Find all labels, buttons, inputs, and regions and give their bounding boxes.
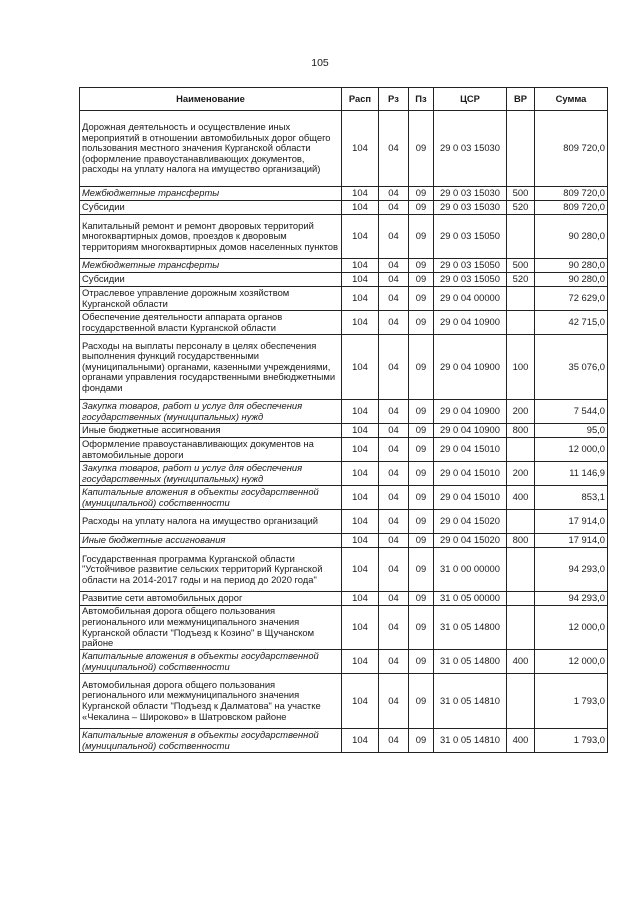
cell-name: Отраслевое управление дорожным хозяйством Курганской области (80, 287, 342, 311)
cell-name: Капитальный ремонт и ремонт дворовых территорий многоквартирных домов, проездов к дворовым территориям многоквартирных домов населенных пунктов (80, 215, 342, 259)
table-body (80, 111, 608, 753)
cell-vr: 520 (507, 201, 535, 215)
cell-rasp: 104 (342, 486, 379, 510)
cell-name: Субсидии (80, 201, 342, 215)
cell-name: Капитальные вложения в объекты государственной (муниципальной) собственности (80, 729, 342, 753)
cell-sum: 7 544,0 (535, 400, 608, 424)
table-row (80, 486, 608, 510)
cell-rz: 04 (379, 462, 409, 486)
cell-sum: 12 000,0 (535, 606, 608, 650)
cell-rasp: 104 (342, 111, 379, 187)
cell-csr: 29 0 04 15010 (434, 438, 507, 462)
cell-pz: 09 (409, 287, 434, 311)
cell-rz: 04 (379, 729, 409, 753)
cell-sum: 853,1 (535, 486, 608, 510)
cell-vr: 400 (507, 729, 535, 753)
cell-name: Автомобильная дорога общего пользования регионального или межмуниципального значения Курганской области "Подъезд к Далматова" на участке «Чекалина – Широково» в Шатровском районе (80, 674, 342, 729)
cell-vr: 200 (507, 462, 535, 486)
cell-sum: 90 280,0 (535, 215, 608, 259)
cell-rasp: 104 (342, 650, 379, 674)
table-row (80, 335, 608, 400)
cell-csr: 31 0 05 00000 (434, 592, 507, 606)
cell-rz: 04 (379, 335, 409, 400)
cell-rasp: 104 (342, 674, 379, 729)
table-row (80, 729, 608, 753)
cell-csr: 31 0 05 14800 (434, 606, 507, 650)
table-row (80, 534, 608, 548)
cell-csr: 29 0 04 15010 (434, 486, 507, 510)
cell-rasp: 104 (342, 534, 379, 548)
cell-rasp: 104 (342, 462, 379, 486)
cell-vr (507, 287, 535, 311)
budget-table (79, 87, 608, 753)
cell-name: Субсидии (80, 273, 342, 287)
cell-sum: 1 793,0 (535, 729, 608, 753)
cell-csr: 31 0 05 14800 (434, 650, 507, 674)
table-row (80, 462, 608, 486)
cell-csr: 29 0 04 15010 (434, 462, 507, 486)
cell-rz: 04 (379, 534, 409, 548)
cell-rasp: 104 (342, 201, 379, 215)
cell-name: Расходы на уплату налога на имущество организаций (80, 510, 342, 534)
cell-rasp: 104 (342, 548, 379, 592)
cell-pz: 09 (409, 187, 434, 201)
cell-rz: 04 (379, 273, 409, 287)
cell-rz: 04 (379, 650, 409, 674)
cell-pz: 09 (409, 215, 434, 259)
table-row (80, 215, 608, 259)
cell-pz: 09 (409, 592, 434, 606)
cell-vr: 400 (507, 650, 535, 674)
cell-vr (507, 311, 535, 335)
cell-rz: 04 (379, 592, 409, 606)
cell-pz: 09 (409, 259, 434, 273)
cell-pz: 09 (409, 462, 434, 486)
cell-pz: 09 (409, 729, 434, 753)
table-row (80, 606, 608, 650)
cell-vr: 520 (507, 273, 535, 287)
cell-sum: 94 293,0 (535, 592, 608, 606)
cell-rasp: 104 (342, 311, 379, 335)
cell-name: Дорожная деятельность и осуществление иных мероприятий в отношении автомобильных дорог общего пользования местного значения Курганской области (оформление правоустанавливающих документов, расходы на уплату налога на имущество организаций) (80, 111, 342, 187)
cell-vr: 800 (507, 534, 535, 548)
cell-name: Расходы на выплаты персоналу в целях обеспечения выполнения функций государственными (муниципальными) органами, казенными учреждениями, органами управления государственными внебюджетными фондами (80, 335, 342, 400)
cell-name: Капитальные вложения в объекты государственной (муниципальной) собственности (80, 486, 342, 510)
cell-rasp: 104 (342, 510, 379, 534)
cell-rz: 04 (379, 215, 409, 259)
header-pz: Пз (409, 88, 434, 111)
cell-vr (507, 111, 535, 187)
cell-csr: 29 0 03 15030 (434, 187, 507, 201)
cell-vr: 200 (507, 400, 535, 424)
cell-name: Государственная программа Курганской области "Устойчивое развитие сельских территорий Курганской области на 2014-2017 годы и на период до 2020 года" (80, 548, 342, 592)
cell-sum: 1 793,0 (535, 674, 608, 729)
cell-rasp: 104 (342, 287, 379, 311)
cell-rz: 04 (379, 400, 409, 424)
cell-vr (507, 548, 535, 592)
table-row (80, 287, 608, 311)
header-name: Наименование (80, 88, 342, 111)
cell-pz: 09 (409, 548, 434, 592)
cell-csr: 31 0 00 00000 (434, 548, 507, 592)
cell-name: Иные бюджетные ассигнования (80, 534, 342, 548)
cell-vr: 400 (507, 486, 535, 510)
cell-vr: 800 (507, 424, 535, 438)
cell-rz: 04 (379, 111, 409, 187)
cell-vr: 500 (507, 187, 535, 201)
cell-sum: 95,0 (535, 424, 608, 438)
table-header-row (80, 88, 608, 111)
cell-rasp: 104 (342, 335, 379, 400)
table-row (80, 424, 608, 438)
cell-csr: 29 0 04 10900 (434, 311, 507, 335)
table-row (80, 400, 608, 424)
header-csr: ЦСР (434, 88, 507, 111)
header-sum: Сумма (535, 88, 608, 111)
cell-rz: 04 (379, 259, 409, 273)
cell-rz: 04 (379, 311, 409, 335)
cell-name: Капитальные вложения в объекты государственной (муниципальной) собственности (80, 650, 342, 674)
cell-name: Закупка товаров, работ и услуг для обеспечения государственных (муниципальных) нужд (80, 400, 342, 424)
table-row (80, 259, 608, 273)
cell-pz: 09 (409, 486, 434, 510)
cell-rz: 04 (379, 424, 409, 438)
cell-name: Оформление правоустанавливающих документов на автомобильные дороги (80, 438, 342, 462)
cell-sum: 17 914,0 (535, 534, 608, 548)
cell-pz: 09 (409, 424, 434, 438)
cell-pz: 09 (409, 273, 434, 287)
table-row (80, 201, 608, 215)
cell-sum: 72 629,0 (535, 287, 608, 311)
cell-sum: 12 000,0 (535, 438, 608, 462)
cell-sum: 42 715,0 (535, 311, 608, 335)
cell-vr (507, 438, 535, 462)
cell-rz: 04 (379, 606, 409, 650)
cell-name: Автомобильная дорога общего пользования регионального или межмуниципального значения Курганской области "Подъезд к Козино" в Щучанском районе (80, 606, 342, 650)
cell-name: Межбюджетные трансферты (80, 187, 342, 201)
cell-pz: 09 (409, 606, 434, 650)
cell-pz: 09 (409, 400, 434, 424)
table-row (80, 510, 608, 534)
cell-csr: 29 0 04 10900 (434, 335, 507, 400)
cell-csr: 29 0 04 10900 (434, 424, 507, 438)
cell-name: Иные бюджетные ассигнования (80, 424, 342, 438)
cell-pz: 09 (409, 335, 434, 400)
cell-sum: 809 720,0 (535, 111, 608, 187)
cell-name: Обеспечение деятельности аппарата органов государственной власти Курганской области (80, 311, 342, 335)
cell-rz: 04 (379, 486, 409, 510)
cell-rasp: 104 (342, 729, 379, 753)
cell-rz: 04 (379, 674, 409, 729)
table-row (80, 548, 608, 592)
cell-vr (507, 592, 535, 606)
cell-name: Закупка товаров, работ и услуг для обеспечения государственных (муниципальных) нужд (80, 462, 342, 486)
cell-name: Межбюджетные трансферты (80, 259, 342, 273)
cell-rz: 04 (379, 438, 409, 462)
cell-sum: 90 280,0 (535, 273, 608, 287)
cell-rz: 04 (379, 187, 409, 201)
table-row (80, 650, 608, 674)
cell-csr: 29 0 03 15050 (434, 215, 507, 259)
table-row (80, 187, 608, 201)
cell-pz: 09 (409, 650, 434, 674)
cell-csr: 31 0 05 14810 (434, 674, 507, 729)
table-row (80, 311, 608, 335)
cell-rz: 04 (379, 510, 409, 534)
cell-sum: 11 146,9 (535, 462, 608, 486)
cell-pz: 09 (409, 674, 434, 729)
cell-sum: 94 293,0 (535, 548, 608, 592)
table-row (80, 273, 608, 287)
cell-sum: 809 720,0 (535, 201, 608, 215)
cell-csr: 31 0 05 14810 (434, 729, 507, 753)
cell-csr: 29 0 03 15050 (434, 273, 507, 287)
cell-vr: 500 (507, 259, 535, 273)
cell-rasp: 104 (342, 259, 379, 273)
cell-sum: 17 914,0 (535, 510, 608, 534)
cell-rasp: 104 (342, 400, 379, 424)
cell-vr (507, 606, 535, 650)
cell-csr: 29 0 03 15030 (434, 111, 507, 187)
cell-pz: 09 (409, 311, 434, 335)
cell-pz: 09 (409, 438, 434, 462)
cell-rz: 04 (379, 287, 409, 311)
cell-rasp: 104 (342, 215, 379, 259)
cell-sum: 12 000,0 (535, 650, 608, 674)
table-row (80, 674, 608, 729)
table-row (80, 111, 608, 187)
header-rasp: Расп (342, 88, 379, 111)
cell-csr: 29 0 04 10900 (434, 400, 507, 424)
cell-csr: 29 0 04 00000 (434, 287, 507, 311)
cell-rasp: 104 (342, 424, 379, 438)
cell-pz: 09 (409, 111, 434, 187)
cell-rz: 04 (379, 201, 409, 215)
cell-pz: 09 (409, 510, 434, 534)
cell-vr: 100 (507, 335, 535, 400)
cell-vr (507, 215, 535, 259)
cell-vr (507, 510, 535, 534)
table-row (80, 438, 608, 462)
cell-sum: 35 076,0 (535, 335, 608, 400)
cell-csr: 29 0 03 15030 (434, 201, 507, 215)
cell-sum: 90 280,0 (535, 259, 608, 273)
header-vr: ВР (507, 88, 535, 111)
cell-pz: 09 (409, 201, 434, 215)
cell-pz: 09 (409, 534, 434, 548)
cell-vr (507, 674, 535, 729)
cell-rasp: 104 (342, 606, 379, 650)
cell-rasp: 104 (342, 592, 379, 606)
header-rz: Рз (379, 88, 409, 111)
cell-rasp: 104 (342, 438, 379, 462)
page-number: 105 (311, 57, 329, 69)
cell-sum: 809 720,0 (535, 187, 608, 201)
cell-csr: 29 0 03 15050 (434, 259, 507, 273)
cell-rz: 04 (379, 548, 409, 592)
cell-csr: 29 0 04 15020 (434, 534, 507, 548)
cell-csr: 29 0 04 15020 (434, 510, 507, 534)
cell-name: Развитие сети автомобильных дорог (80, 592, 342, 606)
cell-rasp: 104 (342, 187, 379, 201)
cell-rasp: 104 (342, 273, 379, 287)
table-row (80, 592, 608, 606)
